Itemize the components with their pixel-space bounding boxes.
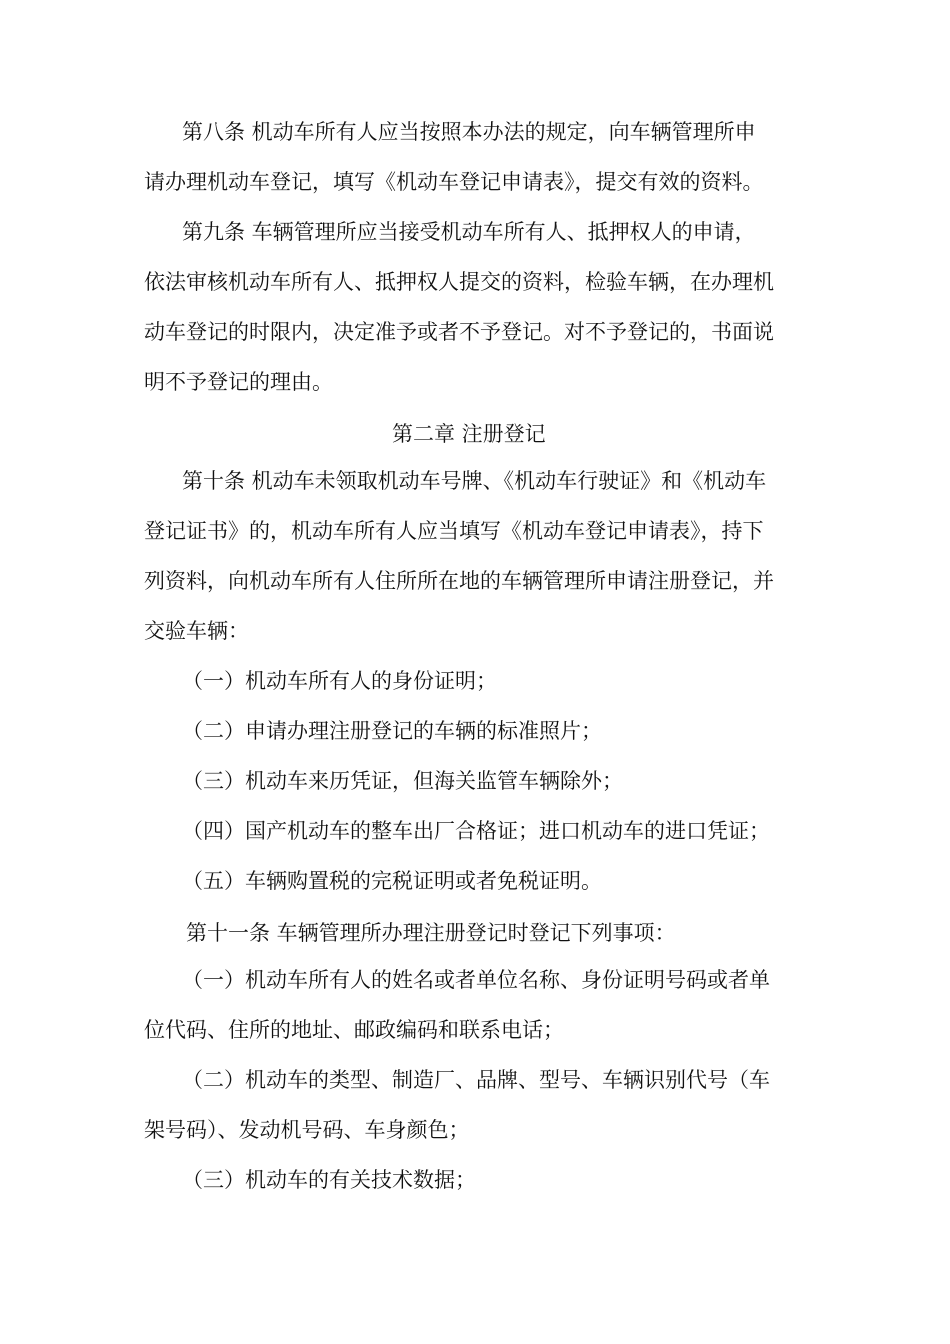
article-10-line-1: 第十条 机动车未领取机动车号牌、《机动车行驶证》和《机动车: [182, 469, 767, 493]
article-11-item-3: （三）机动车的有关技术数据；: [182, 1168, 476, 1192]
article-9-line-2: 依法审核机动车所有人、抵押权人提交的资料，检验车辆，在办理机: [144, 270, 774, 294]
list-item-3: （三）机动车来历凭证，但海关监管车辆除外；: [182, 769, 623, 793]
list-item-1: （一）机动车所有人的身份证明；: [182, 669, 497, 693]
article-10-line-3: 列资料，向机动车所有人住所所在地的车辆管理所申请注册登记，并: [144, 569, 774, 593]
article-8-line-1: 第八条 机动车所有人应当按照本办法的规定，向车辆管理所申: [182, 120, 756, 144]
article-11-item-1-line-2: 位代码、住所的地址、邮政编码和联系电话；: [144, 1018, 564, 1042]
article-9-line-1: 第九条 车辆管理所应当接受机动车所有人、抵押权人的申请，: [182, 220, 756, 244]
list-item-2: （二）申请办理注册登记的车辆的标准照片；: [182, 719, 602, 743]
list-item-5: （五）车辆购置税的完税证明或者免税证明。: [182, 869, 602, 893]
article-11-item-1-line-1: （一）机动车所有人的姓名或者单位名称、身份证明号码或者单: [182, 968, 770, 992]
article-11-item-2-line-1: （二）机动车的类型、制造厂、品牌、型号、车辆识别代号（车: [182, 1068, 770, 1092]
article-10-line-4: 交验车辆：: [144, 619, 249, 643]
chapter-heading: 第二章 注册登记: [392, 422, 546, 446]
list-item-4: （四）国产机动车的整车出厂合格证；进口机动车的进口凭证；: [182, 819, 770, 843]
article-9-line-3: 动车登记的时限内，决定准予或者不予登记。对不予登记的，书面说: [144, 320, 774, 344]
article-9-line-4: 明不予登记的理由。: [144, 370, 333, 394]
article-11-item-2-line-2: 架号码）、发动机号码、车身颜色；: [144, 1118, 470, 1142]
article-11-line-1: 第十一条 车辆管理所办理注册登记时登记下列事项：: [186, 921, 676, 945]
article-8-line-2: 请办理机动车登记，填写《机动车登记申请表》，提交有效的资料。: [144, 170, 764, 194]
article-10-line-2: 登记证书》的，机动车所有人应当填写《机动车登记申请表》，持下: [144, 519, 764, 543]
